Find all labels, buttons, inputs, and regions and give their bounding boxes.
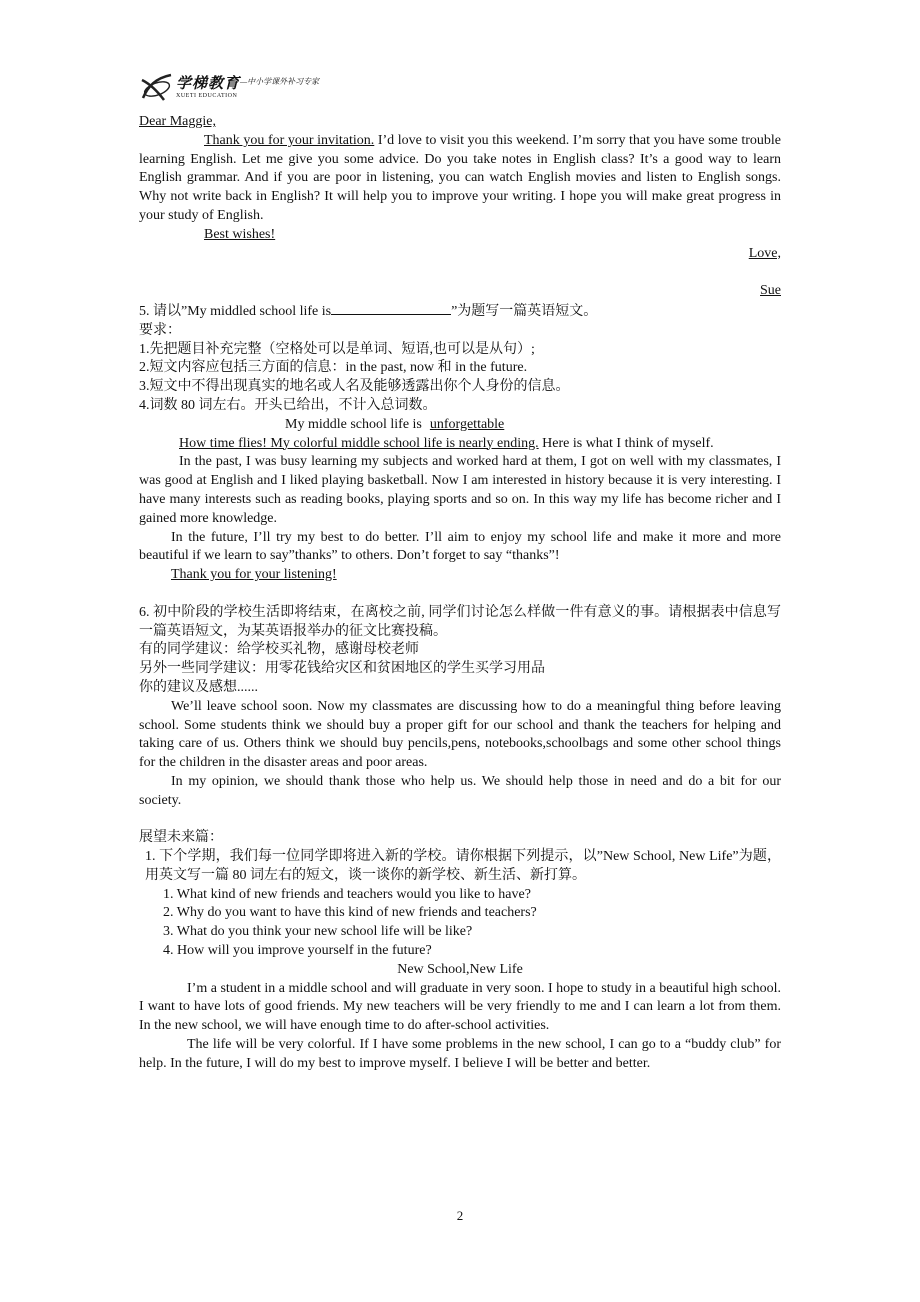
future-question-1: 1. What kind of new friends and teachers would you like to have?: [163, 886, 531, 902]
q6-prompt: 6. 初中阶段的学校生活即将结束，在离校之前, 同学们讨论怎么样做一件有意义的事。请根据表中信息写一篇英语短文，为某英语报举办的征文比赛投稿。: [139, 604, 781, 639]
document-body: [139, 113, 781, 1074]
logo-tagline: —中小学课外补习专家: [240, 77, 320, 86]
q6-para-2: In my opinion, we should thank those who help us. We should help those in need and do a bit for our society.: [139, 773, 781, 808]
page-number: 2: [456, 1208, 464, 1223]
q5-req-2: 2.短文内容应包括三方面的信息：in the past, now 和 in the future.: [139, 360, 528, 376]
future-question-2: 2. Why do you want to have this kind of new friends and teachers?: [163, 905, 537, 921]
q6-para-1: We’ll leave school soon. Now my classmates are discussing how to do a meaningful thing before leaving school. Some students think we should buy a proper gift for our school and thank the teachers for helping and taking care of us. Others think we should buy pencils,pens, notebooks,schoolbags and some other school things for the children in the disaster areas and poor areas.: [139, 698, 781, 771]
letter-best-wishes: Best wishes!: [204, 226, 276, 242]
future-essay-title: New School,New Life: [397, 961, 523, 977]
q5-requirements-title: 要求：: [139, 322, 181, 338]
header-logo: [140, 70, 340, 104]
q6-hint-1: 有的同学建议：给学校买礼物，感谢母校老师: [139, 642, 419, 658]
letter-opening: Thank you for your invitation.: [204, 132, 375, 148]
future-section-title: 展望未来篇：: [139, 830, 223, 846]
letter-greeting: Dear Maggie,: [139, 114, 216, 129]
letter-body: [139, 132, 781, 226]
future-question-3: 3. What do you think your new school life will be like?: [163, 924, 473, 940]
q5-req-3: 3.短文中不得出现真实的地名或人名及能够透露出你个人身份的信息。: [139, 379, 570, 395]
q6-hint-2: 另外一些同学建议：用零花钱给灾区和贫困地区的学生买学习用品: [139, 661, 545, 677]
q5-req-1: 1.先把题目补充完整（空格处可以是单词、短语,也可以是从句）;: [139, 341, 535, 357]
logo-text-cn: 学梯教育: [176, 76, 241, 92]
future-q1-prompt: 1. 下个学期，我们每一位同学即将进入新的学校。请你根据下列提示，以”New School, New Life”为题，用英文写一篇 80 词左右的短文，谈一谈你的新学校、新生活、新打算。: [145, 849, 781, 883]
letter-love: Love,: [748, 245, 781, 261]
letter-signature: Sue: [760, 283, 781, 299]
q5-para-future: In the future, I’ll try my best to do better. I’ll aim to enjoy my school life and make it more and more beautiful if we learn to say”thanks” to others. Don’t forget to say “thanks”!: [139, 529, 781, 564]
q5-para-past: In the past, I was busy learning my subjects and worked hard at them, I got on well with my classmates, I was good at English and I liked playing basketball. Now I am interested in history because it is very interesting. I have many interests such as reading books, playing sports and so on. In this way my life has become richer and I gained more knowledge.: [139, 454, 781, 526]
q5-closing: Thank you for your listening!: [171, 567, 337, 583]
logo-icon: [140, 72, 174, 102]
future-para-1: I’m a student in a middle school and will graduate in very soon. I hope to study in a beautiful high school. I want to have lots of good friends. My new teachers will be very friendly to me and I can learn a lot from them. In the new school, we will have enough time to do after-school activities.: [139, 980, 781, 1034]
q5-prompt: 5. 请以”My middled school life is ”为题写一篇英语短文。: [139, 301, 781, 322]
letter-body-text: I’d love to visit you this weekend. I’m sorry that you have some trouble learning English. Let me give you some advice. Do you take notes in English class? It’s a good way to learn English grammar. And if you are poor in listening, you can watch English movies and listen to English songs. Why not write back in English? It will help you to improve your writing. I hope you will make great progress in your study of English.: [139, 132, 781, 223]
future-para-2: The life will be very colorful. If I have some problems in the new school, I can go to a “buddy club” for help. In the future, I will do my best to improve myself. I believe I will be better and better.: [139, 1037, 781, 1071]
future-question-4: 4. How will you improve yourself in the future?: [163, 943, 432, 959]
q6-hint-3: 你的建议及感想......: [139, 679, 258, 695]
q5-intro: How time flies! My colorful middle school life is nearly ending. Here is what I think of myself.: [179, 435, 714, 451]
logo-text-en: XUETI EDUCATION: [176, 93, 238, 99]
q5-essay-title: My middle school life is unforgettable: [285, 416, 505, 432]
q5-req-4: 4.词数 80 词左右。开头已给出，不计入总词数。: [139, 397, 437, 413]
